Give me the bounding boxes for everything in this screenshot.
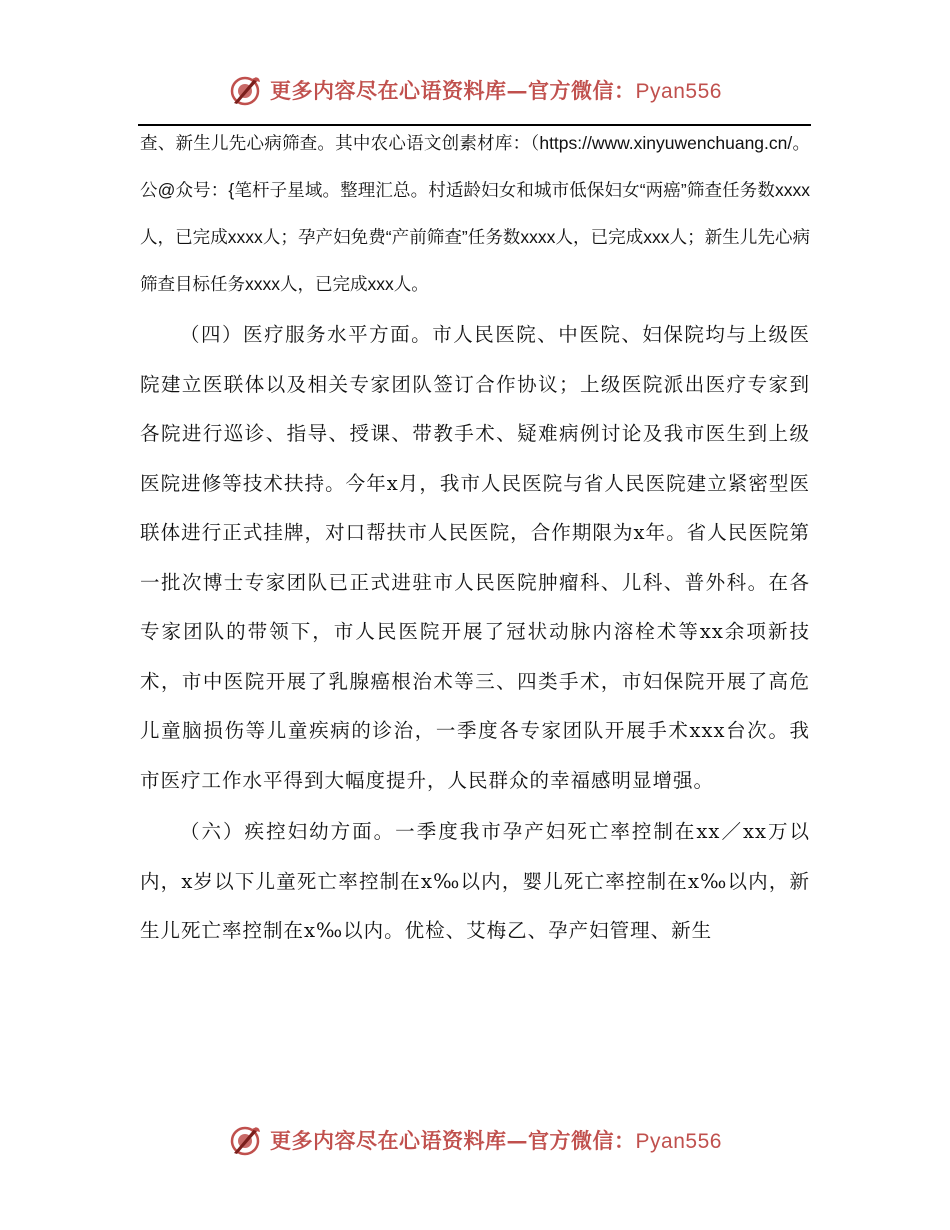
header-wechat-id: Pyan556 xyxy=(635,80,722,103)
footer-banner-text: 更多内容尽在心语资料库—官方微信：Pyan556 xyxy=(270,1128,722,1153)
header-banner xyxy=(0,70,950,110)
footer-banner xyxy=(0,1120,950,1160)
footer-wechat-id: Pyan556 xyxy=(635,1130,722,1153)
paragraph-disease-control: （六）疾控妇幼方面。一季度我市孕产妇死亡率控制在xx／xx万以内，x岁以下儿童死亡率控制在x‰以内，婴儿死亡率控制在x‰以内，新生儿死亡率控制在x‰以内。优检、艾梅乙、孕产妇管理、新生 xyxy=(140,820,810,942)
quill-seal-logo-icon xyxy=(228,1123,262,1157)
document-body xyxy=(140,120,810,956)
paragraph-screening: 查、新生儿先心病筛查。其中农心语文创素材库：（https://www.xinyuwenchuang.cn/。公@众号：{笔杆子星域。整理汇总。村适龄妇女和城市低保妇女“两癌”筛查任务数xxxx人，已完成xxxx人；孕产妇免费“产前筛查”任务数xxxx人，已完成xxx人；新生儿先心病筛查目标任务xxxx人，已完成xxx人。 xyxy=(140,133,810,294)
paragraph-medical-service: （四）医疗服务水平方面。市人民医院、中医院、妇保院均与上级医院建立医联体以及相关专家团队签订合作协议；上级医院派出医疗专家到各院进行巡诊、指导、授课、带教手术、疑难病例讨论及我市医生到上级医院进修等技术扶持。今年x月，我市人民医院与省人民医院建立紧密型医联体进行正式挂牌，对口帮扶市人民医院，合作期限为x年。省人民医院第一批次博士专家团队已正式进驻市人民医院肿瘤科、儿科、普外科。在各专家团队的带领下，市人民医院开展了冠状动脉内溶栓术等xx余项新技术，市中医院开展了乳腺癌根治术等三、四类手术，市妇保院开展了高危儿童脑损伤等儿童疾病的诊治，一季度各专家团队开展手术xxx台次。我市医疗工作水平得到大幅度提升，人民群众的幸福感明显增强。 xyxy=(140,323,810,792)
header-banner-text: 更多内容尽在心语资料库—官方微信：Pyan556 xyxy=(270,78,722,103)
quill-seal-logo-icon xyxy=(228,73,262,107)
